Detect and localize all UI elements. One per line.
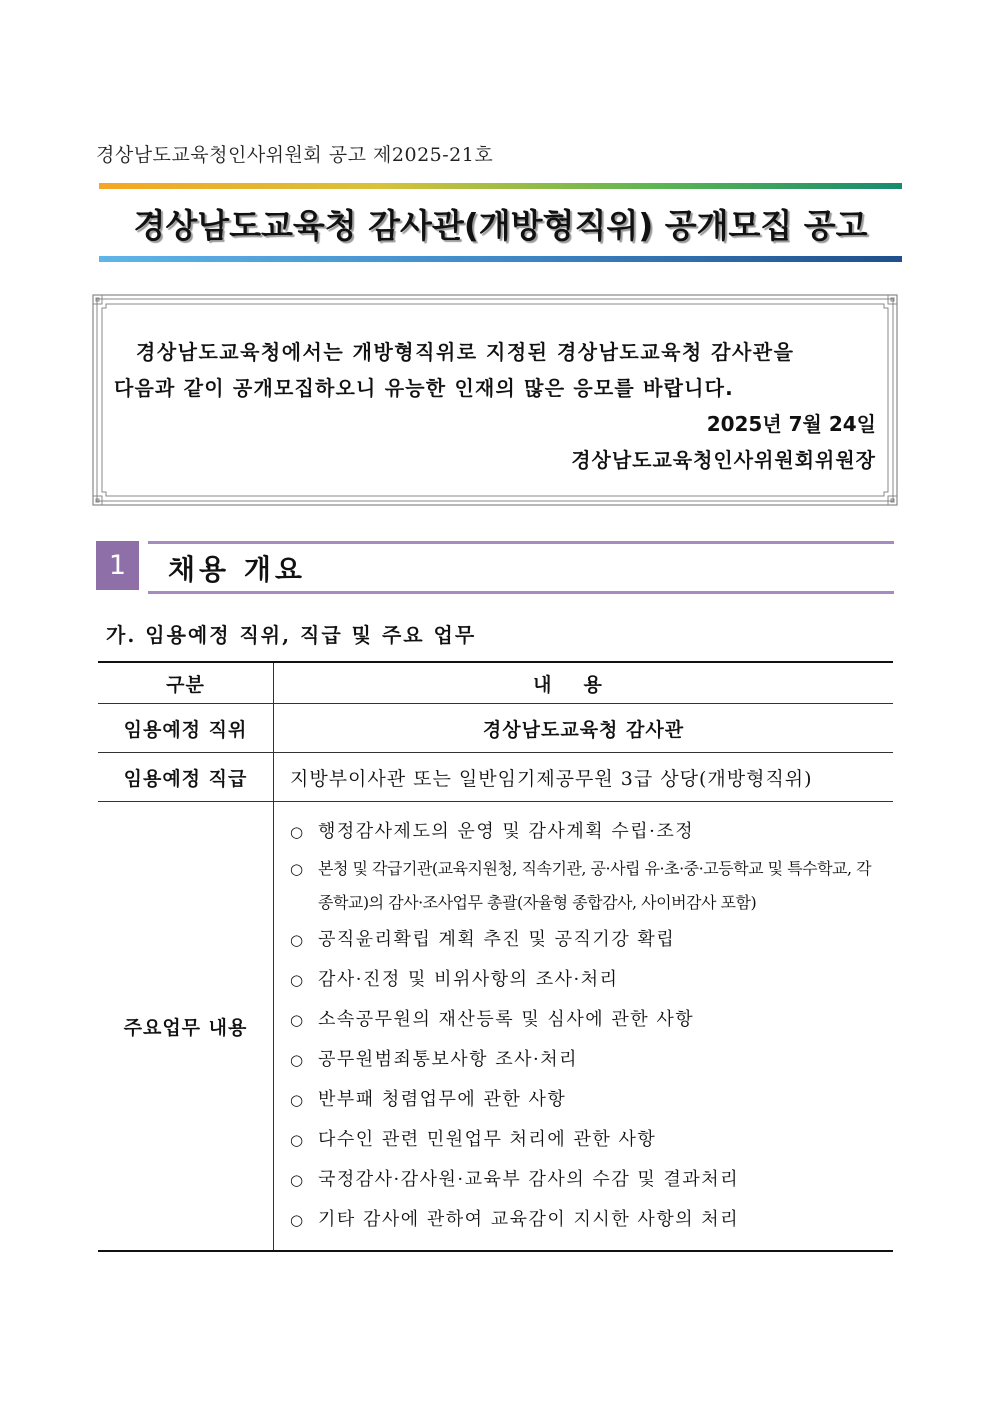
page-title: 경상남도교육청 감사관(개방형직위) 공개모집 공고 — [133, 206, 868, 245]
position-label: 임용예정 직위 — [98, 704, 274, 753]
section-title-frame — [148, 541, 894, 594]
notice-date: 2025년 7월 24일 — [706, 412, 876, 436]
duty-text: 공무원범죄통보사항 조사·처리 — [318, 1049, 578, 1070]
title-bottom-bar — [99, 256, 902, 262]
duty-text: 본청 및 각급기관(교육지원청, 직속기관, 공·사립 유·초·중·고등학교 및 특수학교, 각종학교)의 감사·조사업무 총괄(자율형 종합감사, 사이버감사 포함) — [318, 859, 872, 912]
bullet-icon: ○ — [290, 1051, 305, 1069]
header-content: 내용 — [274, 662, 894, 704]
issuer-signature: 경상남도교육청인사위원회위원장 — [571, 448, 876, 472]
position-table — [98, 661, 893, 1252]
header-category: 구분 — [98, 662, 274, 704]
bullet-icon: ○ — [290, 823, 305, 841]
duty-text: 공직윤리확립 계획 추진 및 공직기강 확립 — [318, 929, 676, 950]
subsection-heading: 가. 임용예정 직위, 직급 및 주요 업무 — [106, 623, 477, 647]
list-item — [290, 960, 893, 1000]
duty-text: 기타 감사에 관하여 교육감이 지시한 사항의 처리 — [318, 1209, 740, 1230]
grade-value: 지방부이사관 또는 일반임기제공무원 3급 상당(개방형직위) — [274, 753, 894, 802]
grade-label: 임용예정 직급 — [98, 753, 274, 802]
list-item — [290, 1120, 893, 1160]
intro-line-1: 경상남도교육청에서는 개방형직위로 지정된 경상남도교육청 감사관을 — [136, 340, 795, 364]
list-item — [290, 812, 893, 852]
section-title: 채용 개요 — [168, 553, 306, 586]
table-header-row — [98, 662, 893, 704]
section-number: 1 — [96, 541, 139, 590]
bullet-icon: ○ — [290, 1131, 305, 1149]
section-1-header — [96, 541, 894, 591]
duty-text: 국정감사·감사원·교육부 감사의 수감 및 결과처리 — [318, 1169, 740, 1190]
table-row — [98, 753, 893, 802]
bullet-icon: ○ — [290, 1011, 305, 1029]
title-top-bar — [99, 183, 902, 189]
list-item — [290, 1200, 893, 1240]
duty-text: 소속공무원의 재산등록 및 심사에 관한 사항 — [318, 1009, 695, 1030]
bullet-icon: ○ — [290, 860, 305, 878]
notice-number: 경상남도교육청인사위원회 공고 제2025-21호 — [96, 144, 494, 166]
duty-text: 다수인 관련 민원업무 처리에 관한 사항 — [318, 1129, 657, 1150]
intro-text — [114, 334, 876, 478]
bullet-icon: ○ — [290, 971, 305, 989]
bullet-icon: ○ — [290, 1091, 305, 1109]
duty-text: 감사·진정 및 비위사항의 조사·처리 — [318, 969, 619, 990]
duty-text: 반부패 청렴업무에 관한 사항 — [318, 1089, 567, 1110]
list-item — [290, 852, 893, 920]
intro-line-2: 다음과 같이 공개모집하오니 유능한 인재의 많은 응모를 바랍니다. — [114, 376, 734, 400]
list-item — [290, 1080, 893, 1120]
table-row — [98, 704, 893, 753]
table-row — [98, 802, 893, 1252]
duty-text: 행정감사제도의 운영 및 감사계획 수립·조정 — [318, 821, 695, 842]
position-value: 경상남도교육청 감사관 — [274, 704, 894, 753]
duties-label: 주요업무 내용 — [98, 802, 274, 1252]
list-item — [290, 1040, 893, 1080]
list-item — [290, 920, 893, 960]
bullet-icon: ○ — [290, 931, 305, 949]
bullet-icon: ○ — [290, 1171, 305, 1189]
intro-box — [92, 294, 898, 506]
duties-list — [274, 802, 894, 1252]
list-item — [290, 1160, 893, 1200]
list-item — [290, 1000, 893, 1040]
bullet-icon: ○ — [290, 1211, 305, 1229]
